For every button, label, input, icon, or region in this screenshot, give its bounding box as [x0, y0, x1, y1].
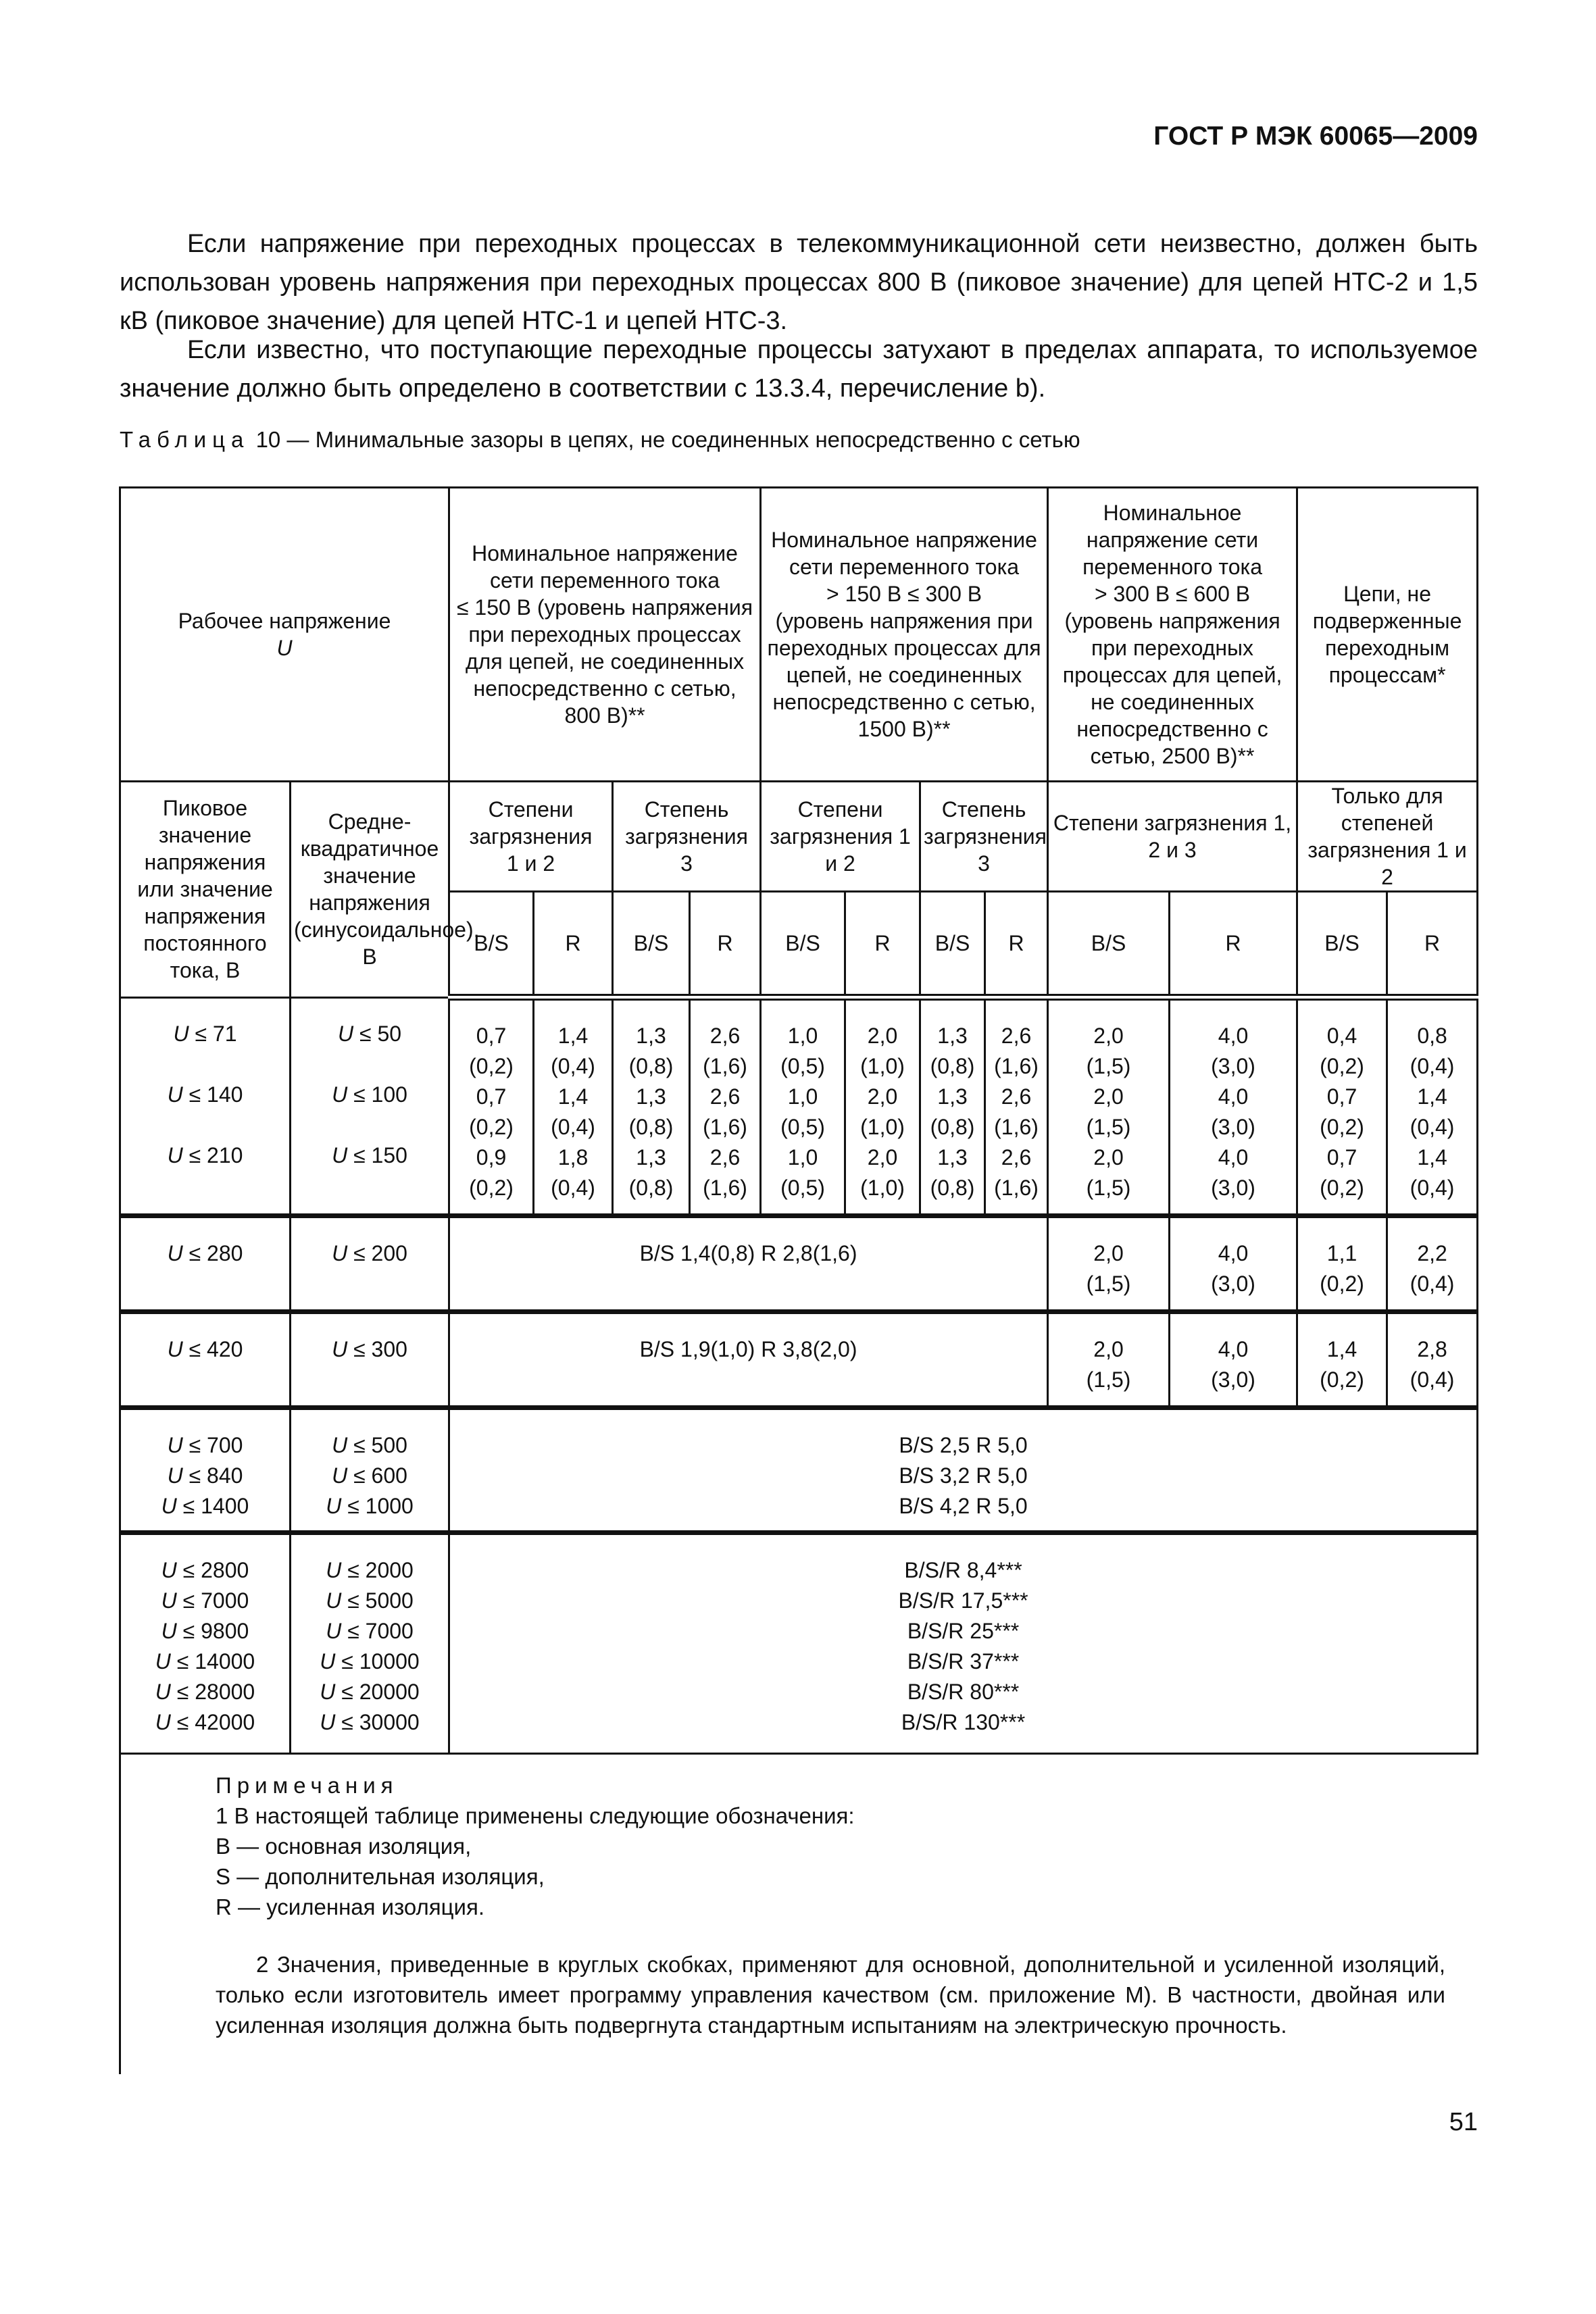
header-cell: Степени загрязнения 1 и 2: [449, 782, 613, 892]
header-cell: Степени загрязнения 1 и 2: [761, 782, 920, 892]
header-cell: Степень загрязнения 3: [920, 782, 1048, 892]
header-cell: Рабочее напряжение U: [120, 488, 449, 782]
header-cell: Номинальное напряжение сети переменного тока ≤ 150 В (уровень напряжения при переходных процессах для цепей, не соединенных непосредственно с сетью, 800 В)**: [449, 488, 761, 782]
merged-value-cell: B/S/R 8,4*** B/S/R 17,5*** B/S/R 25*** B/S/R 37*** B/S/R 80*** B/S/R 130***: [449, 1533, 1478, 1754]
insulation-type-header: R: [845, 892, 920, 998]
note-2-text: 2 Значения, приведенные в круглых скобках, применяют для основной, дополнительной и усиленной изоляций, только если изготовитель имеет программу управления качеством (см. приложение М). В частности, двойная или усиленная изоляция должна быть подвергнута стандартным испытаниям на электрическую прочность.: [216, 1952, 1445, 2038]
clearance-value-cell: 1,3 (0,8) 1,3 (0,8) 1,3 (0,8): [613, 997, 690, 1216]
header-cell: Степень загрязнения 3: [613, 782, 761, 892]
insulation-type-header: B/S: [613, 892, 690, 998]
clearance-value-cell: 0,8 (0,4) 1,4 (0,4) 1,4 (0,4): [1387, 997, 1478, 1216]
clearance-table: [119, 486, 1478, 1755]
page-number: 51: [1449, 2108, 1478, 2136]
rms-voltage-cell: U ≤ 200: [291, 1216, 449, 1312]
clearance-value-cell: 2,8 (0,4): [1387, 1312, 1478, 1408]
table-row: [120, 1533, 1478, 1754]
header-row-voltage-groups: [120, 488, 1478, 782]
clearance-value-cell: 1,3 (0,8) 1,3 (0,8) 1,3 (0,8): [920, 997, 985, 1216]
rms-voltage-cell: U ≤ 50 U ≤ 100 U ≤ 150: [291, 997, 449, 1216]
note-1-intro: 1 В настоящей таблице применены следующие обозначения:: [216, 1803, 855, 1828]
clearance-value-cell: 1,4 (0,2): [1297, 1312, 1387, 1408]
header-cell: Номинальное напряжение сети переменного тока > 150 В ≤ 300 В (уровень напряжения при переходных процессах для цепей, не соединенных непосредственно с сетью, 1500 В)**: [761, 488, 1048, 782]
document-standard-header: ГОСТ Р МЭК 60065—2009: [1153, 122, 1478, 151]
peak-voltage-cell: U ≤ 700 U ≤ 840 U ≤ 1400: [120, 1408, 291, 1533]
insulation-type-header: R: [690, 892, 761, 998]
clearance-value-cell: 2,0 (1,0) 2,0 (1,0) 2,0 (1,0): [845, 997, 920, 1216]
peak-voltage-cell: U ≤ 280: [120, 1216, 291, 1312]
rms-voltage-cell: U ≤ 500 U ≤ 600 U ≤ 1000: [291, 1408, 449, 1533]
insulation-type-header: R: [1170, 892, 1297, 998]
peak-voltage-cell: U ≤ 2800 U ≤ 7000 U ≤ 9800 U ≤ 14000 U ≤ 28000 U ≤ 42000: [120, 1533, 291, 1754]
header-cell: Средне-квадратичное значение напряжения (синусоидальное), В: [291, 782, 449, 998]
insulation-type-header: B/S: [1297, 892, 1387, 998]
header-cell: Цепи, не подверженные переходным процессам*: [1297, 488, 1478, 782]
peak-voltage-cell: U ≤ 420: [120, 1312, 291, 1408]
paragraph-transient-voltage: Если напряжение при переходных процессах в телекоммуникационной сети неизвестно, должен быть использован уровень напряжения при переходных процессах 800 В (пиковое значение) для цепей НТС-2 и 1,5 кВ (пиковое значение) для цепей НТС-1 и цепей НТС-3.: [120, 230, 1478, 335]
clearance-value-cell: 4,0 (3,0) 4,0 (3,0) 4,0 (3,0): [1170, 997, 1297, 1216]
header-cell: Степени загрязнения 1, 2 и 3: [1048, 782, 1297, 892]
rms-voltage-cell: U ≤ 300: [291, 1312, 449, 1408]
insulation-type-header: R: [534, 892, 613, 998]
paragraph-attenuation: Если известно, что поступающие переходные процессы затухают в пределах аппарата, то используемое значение должно быть определено в соответствии с 13.3.4, перечисление b).: [120, 336, 1478, 403]
clearance-value-cell: 1,4 (0,4) 1,4 (0,4) 1,8 (0,4): [534, 997, 613, 1216]
insulation-type-header: B/S: [449, 892, 534, 998]
clearance-value-cell: 2,6 (1,6) 2,6 (1,6) 2,6 (1,6): [985, 997, 1048, 1216]
clearance-value-cell: 0,4 (0,2) 0,7 (0,2) 0,7 (0,2): [1297, 997, 1387, 1216]
note-2: [216, 1949, 1445, 2040]
merged-value-cell: B/S 1,4(0,8) R 2,8(1,6): [449, 1216, 1048, 1312]
header-cell: Номинальное напряжение сети переменного тока > 300 В ≤ 600 В (уровень напряжения при переходных процессах для цепей, не соединенных непосредственно с сетью, 2500 В)**: [1048, 488, 1297, 782]
note-1-s: S — дополнительная изоляция,: [216, 1864, 545, 1889]
note-1-b: B — основная изоляция,: [216, 1834, 472, 1859]
clearance-value-cell: 4,0 (3,0): [1170, 1312, 1297, 1408]
clearance-value-cell: 2,0 (1,5): [1048, 1312, 1170, 1408]
clearance-value-cell: 2,0 (1,5) 2,0 (1,5) 2,0 (1,5): [1048, 997, 1170, 1216]
table-row: [120, 1312, 1478, 1408]
clearance-value-cell: 1,1 (0,2): [1297, 1216, 1387, 1312]
merged-value-cell: B/S 1,9(1,0) R 3,8(2,0): [449, 1312, 1048, 1408]
clearance-value-cell: 4,0 (3,0): [1170, 1216, 1297, 1312]
clearance-value-cell: 2,2 (0,4): [1387, 1216, 1478, 1312]
peak-voltage-cell: U ≤ 71 U ≤ 140 U ≤ 210: [120, 997, 291, 1216]
table-row: [120, 1216, 1478, 1312]
merged-value-cell: B/S 2,5 R 5,0 B/S 3,2 R 5,0 B/S 4,2 R 5,0: [449, 1408, 1478, 1533]
insulation-type-header: R: [1387, 892, 1478, 998]
rms-voltage-cell: U ≤ 2000 U ≤ 5000 U ≤ 7000 U ≤ 10000 U ≤ 20000 U ≤ 30000: [291, 1533, 449, 1754]
clearance-value-cell: 2,0 (1,5): [1048, 1216, 1170, 1312]
insulation-type-header: R: [985, 892, 1048, 998]
table-notes: [119, 1736, 1478, 2074]
table-caption-text: 10 — Минимальные зазоры в цепях, не соединенных непосредственно с сетью: [255, 427, 1080, 452]
insulation-type-header: B/S: [1048, 892, 1170, 998]
table-row: [120, 1408, 1478, 1533]
insulation-type-header: B/S: [920, 892, 985, 998]
table-caption-label: Таблица: [120, 427, 250, 452]
table-caption: [120, 427, 1080, 453]
header-cell: Только для степеней загрязнения 1 и 2: [1297, 782, 1478, 892]
table-row: [120, 997, 1478, 1216]
header-row-pollution-degrees: [120, 782, 1478, 892]
header-cell: Пиковое значение напряжения или значение напряжения постоянного тока, В: [120, 782, 291, 998]
clearance-value-cell: 1,0 (0,5) 1,0 (0,5) 1,0 (0,5): [761, 997, 845, 1216]
clearance-value-cell: 0,7 (0,2) 0,7 (0,2) 0,9 (0,2): [449, 997, 534, 1216]
insulation-type-header: B/S: [761, 892, 845, 998]
clearance-value-cell: 2,6 (1,6) 2,6 (1,6) 2,6 (1,6): [690, 997, 761, 1216]
note-1-r: R — усиленная изоляция.: [216, 1894, 484, 1919]
notes-title: Примечания: [216, 1773, 399, 1798]
